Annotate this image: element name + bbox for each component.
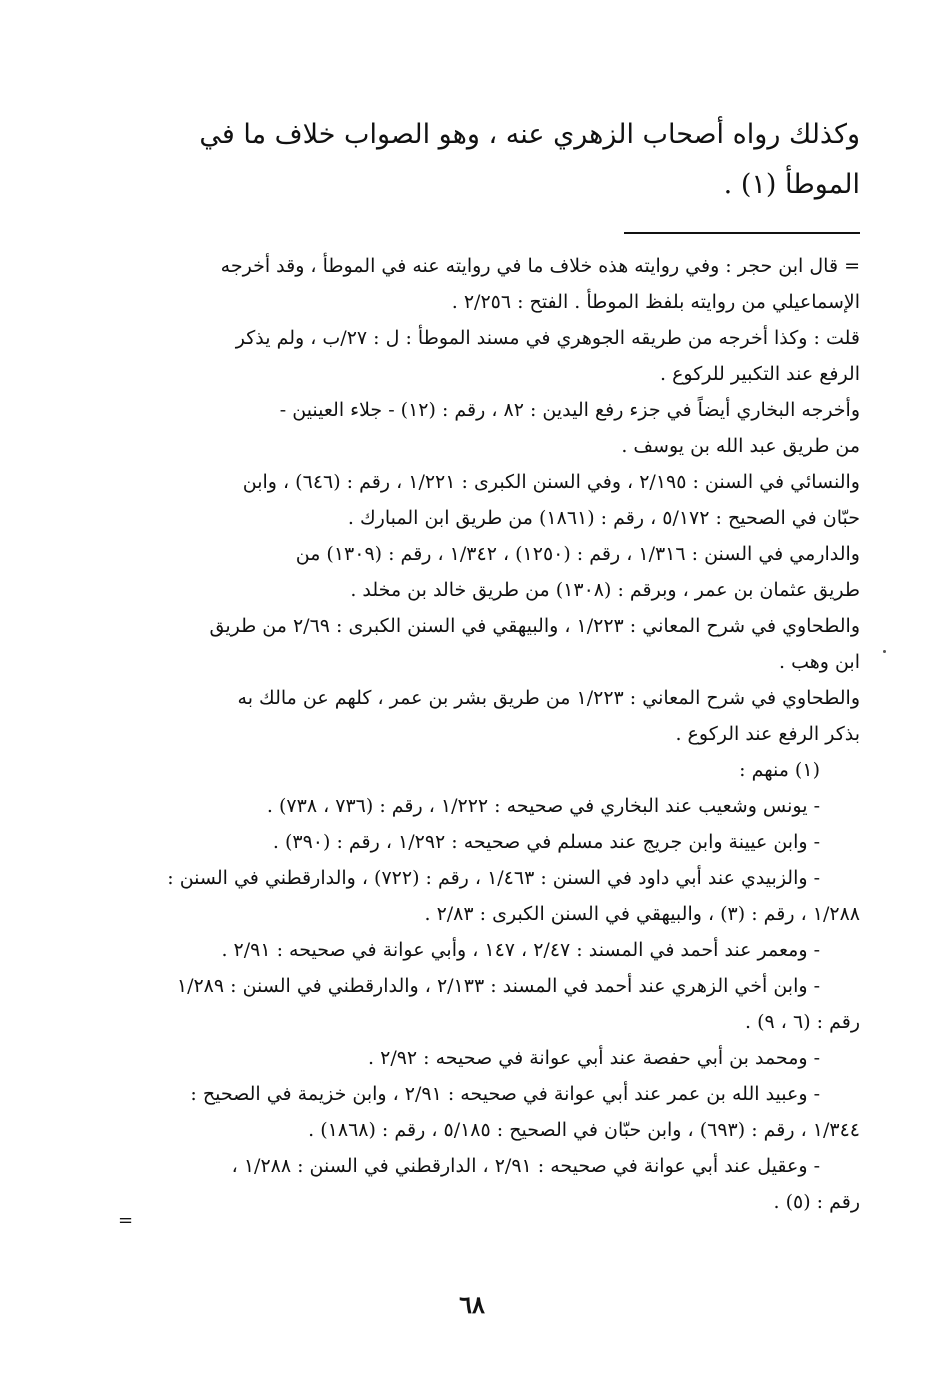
footnote-line: والنسائي في السنن : ٢/١٩٥ ، وفي السنن الكبرى : ١/٢٢١ ، رقم : (٦٤٦) ، وابن <box>242 471 860 493</box>
page-number: ٦٨ <box>459 1290 485 1319</box>
footnote-line: الرفع عند التكبير للركوع . <box>660 363 860 385</box>
footnote-line: ابن وهب . <box>778 651 860 673</box>
footnote-1 <box>110 752 860 1220</box>
footnote-line: والطحاوي في شرح المعاني : ١/٢٢٣ من طريق بشر بن عمر ، كلهم عن مالك به <box>237 687 860 709</box>
footnote-line: ١/٢٨٨ ، رقم : (٣) ، والبيهقي في السنن الكبرى : ٢/٨٣ . <box>424 903 860 925</box>
footnote-line: من طريق عبد الله بن يوسف . <box>621 435 860 457</box>
footnote-line: - وعقيل عند أبي عوانة في صحيحه : ٢/٩١ ، الدارقطني في السنن : ١/٢٨٨ ، <box>231 1155 820 1177</box>
footnote-line: طريق عثمان بن عمر ، وبرقم : (١٣٠٨) من طريق خالد بن مخلد . <box>350 579 860 601</box>
footnote-line: - والزبيدي عند أبي داود في السنن : ١/٤٦٣ ، رقم : (٧٢٢) ، والدارقطني في السنن : <box>167 867 820 889</box>
main-line: وكذلك رواه أصحاب الزهري عنه ، وهو الصواب خلاف ما في <box>199 119 860 150</box>
margin-dot <box>883 650 886 653</box>
footnote-line: - ومعمر عند أحمد في المسند : ٢/٤٧ ، ١٤٧ ، وأبي عوانة في صحيحه : ٢/٩١ . <box>221 939 820 961</box>
footnote-line: = قال ابن حجر : وفي روايته هذه خلاف ما في روايته عنه في الموطأ ، وقد أخرجه <box>220 255 860 277</box>
footnote-line: - وعبيد الله بن عمر عند أبي عوانة في صحيحه : ٢/٩١ ، وابن خزيمة في الصحيح : <box>190 1083 820 1105</box>
footnotes <box>110 248 860 1220</box>
footnote-divider <box>624 232 860 234</box>
page-body <box>110 110 860 1220</box>
footnote-line: - وابن أخي الزهري عند أحمد في المسند : ٢/١٣٣ ، والدارقطني في السنن : ١/٢٨٩ <box>176 975 820 997</box>
footnote-1-heading: (١) منهم : <box>739 759 820 781</box>
footnote-line: بذكر الرفع عند الركوع . <box>675 723 860 745</box>
continuation-mark: = <box>118 1210 134 1231</box>
footnote-line: - وابن عيينة وابن جريج عند مسلم في صحيحه : ١/٢٩٢ ، رقم : (٣٩٠) . <box>272 831 820 853</box>
footnote-line: والطحاوي في شرح المعاني : ١/٢٢٣ ، والبيهقي في السنن الكبرى : ٢/٦٩ من طريق <box>209 615 860 637</box>
footnote-line: وأخرجه البخاري أيضاً في جزء رفع اليدين : ٨٢ ، رقم : (١٢) - جلاء العينين - <box>279 399 860 421</box>
footnote-line: قلت : وكذا أخرجه من طريقه الجوهري في مسند الموطأ : ل : ٢٧/ب ، ولم يذكر <box>235 327 860 349</box>
footnote-line: حبّان في الصحيح : ٥/١٧٢ ، رقم : (١٨٦١) من طريق ابن المبارك . <box>347 507 860 529</box>
footnote-line: ١/٣٤٤ ، رقم : (٦٩٣) ، وابن حبّان في الصحيح : ٥/١٨٥ ، رقم : (١٨٦٨) . <box>308 1119 860 1141</box>
main-text <box>110 110 860 210</box>
footnote-line: رقم : (٥) . <box>773 1191 860 1213</box>
footnote-line: الإسماعيلي من روايته بلفظ الموطأ . الفتح : ٢/٢٥٦ . <box>451 291 860 313</box>
footnote-line: - يونس وشعيب عند البخاري في صحيحه : ١/٢٢٢ ، رقم : (٧٣٦ ، ٧٣٨) . <box>266 795 820 817</box>
footnote-line: - ومحمد بن أبي حفصة عند أبي عوانة في صحيحه : ٢/٩٢ . <box>368 1047 820 1069</box>
main-line: الموطأ (١) . <box>723 169 860 200</box>
footnote-line: والدارمي في السنن : ١/٣١٦ ، رقم : (١٢٥٠) ، ١/٣٤٢ ، رقم : (١٣٠٩) من <box>295 543 860 565</box>
footnote-line: رقم : (٦ ، ٩) . <box>745 1011 860 1033</box>
